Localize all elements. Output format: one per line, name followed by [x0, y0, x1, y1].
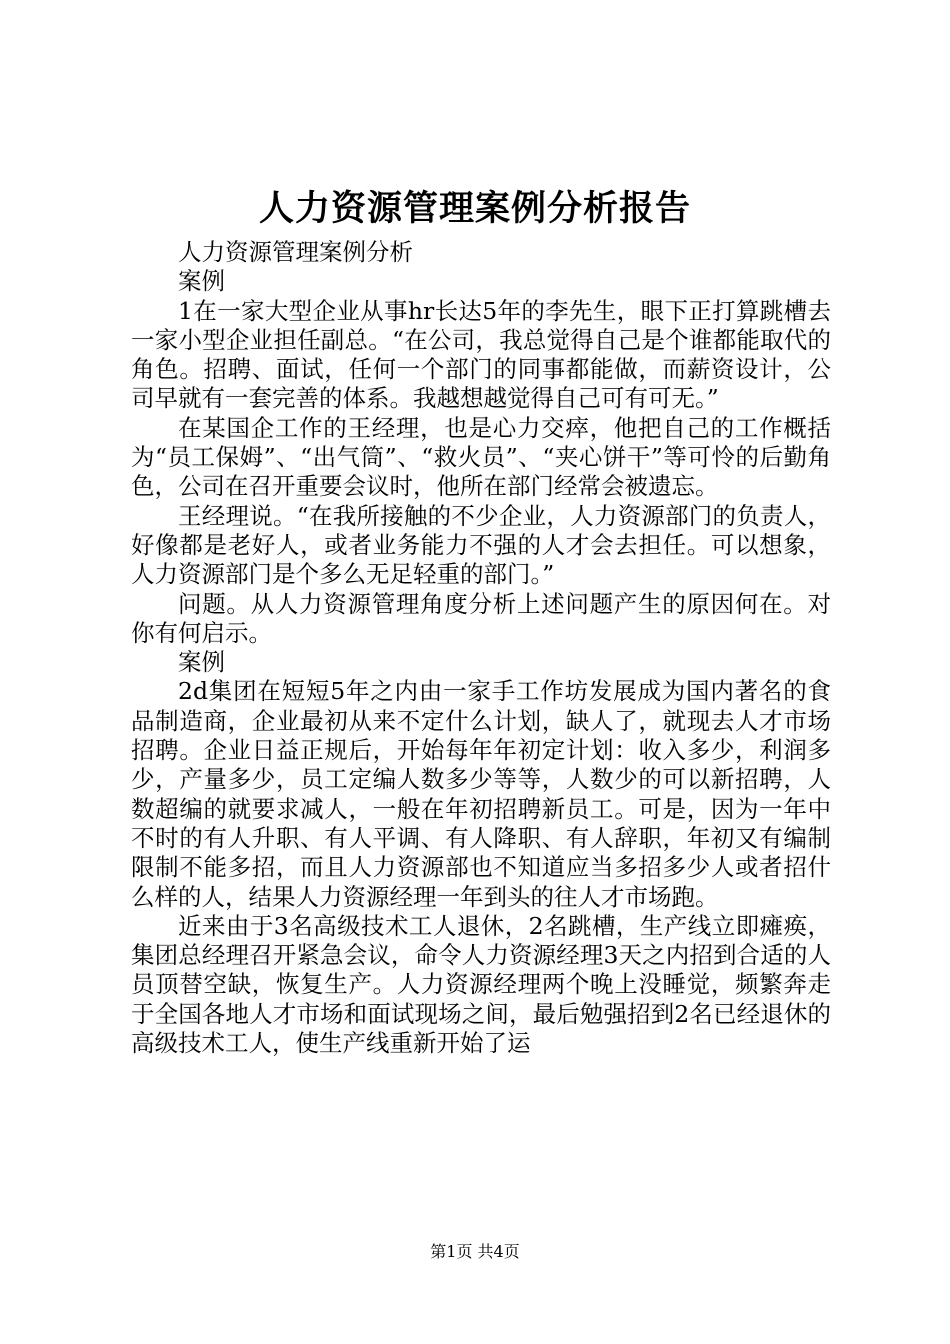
- body-paragraph: 1在一家大型企业从事hr长达5年的李先生，眼下正打算跳槽去一家小型企业担任副总。“在公司，我总觉得自己是个谁都能取代的角色。招聘、面试，任何一个部门的同事都能做，而薪资设计，公司早就有一套完善的体系。我越想越觉得自己可有可无。”: [131, 296, 831, 413]
- body-paragraph: 在某国企工作的王经理，也是心力交瘁，他把自己的工作概括为“员工保姆”、“出气筒”、“救火员”、“夹心饼干”等可怜的后勤角色，公司在召开重要会议时，他所在部门经常会被遗忘。: [131, 413, 831, 501]
- case-heading-1: 案例: [178, 267, 225, 296]
- document-title: 人力资源管理案例分析报告: [258, 188, 691, 229]
- subtitle-paragraph: 人力资源管理案例分析: [178, 238, 413, 266]
- body-paragraph: 近来由于3名高级技术工人退休，2名跳槽，生产线立即瘫痪，集团总经理召开紧急会议，命令人力资源经理3天之内招到合适的人员顶替空缺，恢复生产。人力资源经理两个晚上没睡觉，频繁奔走于全国各地人才市场和面试现场之间，最后勉强招到2名已经退休的高级技术工人，使生产线重新开始了运: [131, 911, 831, 1058]
- document-body: [131, 238, 831, 1058]
- case-heading-2: 案例: [178, 648, 225, 677]
- page-number-footer: 第1页 共4页: [430, 1242, 520, 1261]
- question-paragraph: 问题。从人力资源管理角度分析上述问题产生的原因何在。对你有何启示。: [131, 589, 831, 647]
- body-paragraph: 王经理说。“在我所接触的不少企业，人力资源部门的负责人，好像都是老好人，或者业务能力不强的人才会去担任。可以想象，人力资源部门是个多么无足轻重的部门。”: [131, 501, 831, 589]
- body-paragraph: 2d集团在短短5年之内由一家手工作坊发展成为国内著名的食品制造商，企业最初从来不定什么计划，缺人了，就现去人才市场招聘。企业日益正规后，开始每年年初定计划：收入多少，利润多少，产量多少，员工定编人数多少等等，人数少的可以新招聘，人数超编的就要求减人，一般在年初招聘新员工。可是，因为一年中不时的有人升职、有人平调、有人降职、有人辞职，年初又有编制限制不能多招，而且人力资源部也不知道应当多招多少人或者招什么样的人，结果人力资源经理一年到头的往人才市场跑。: [131, 677, 831, 911]
